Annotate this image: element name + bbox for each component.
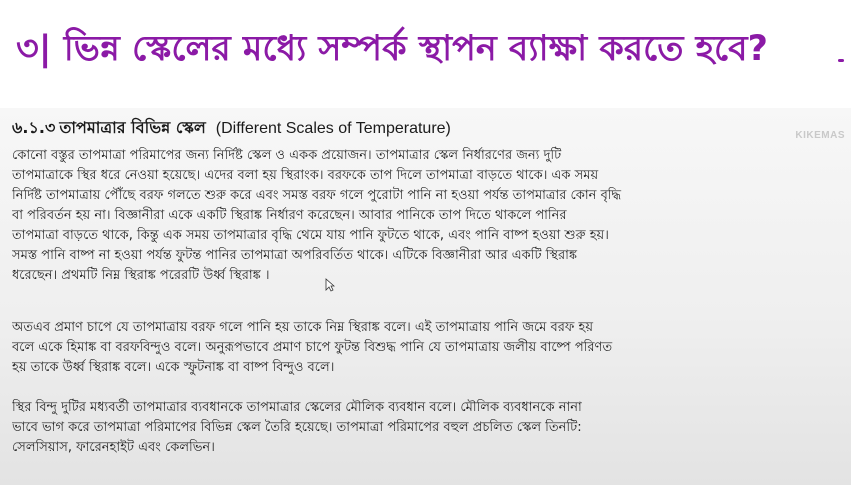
paragraph-line: সেলসিয়াস, ফারেনহাইট এবং কেলভিন। xyxy=(12,440,215,455)
paragraph-fixed-points xyxy=(12,146,836,308)
paragraph-line: নির্দিষ্ট তাপমাত্রায় পৌঁছে বরফ গলতে শুরু করে এবং সমস্ত বরফ গলে পুরোটা পানি না হওয়া পর্যন্ত তাপমাত্রার কোন বৃদ্ধি xyxy=(12,188,622,203)
paragraph-line: ধরেছেন। প্রথমটি নিম্ন স্থিরাঙ্ক পরেরটি উর্ধ্ব স্থিরাঙ্ক । xyxy=(12,268,270,283)
headline-edge-mark xyxy=(838,59,844,62)
paragraph-line: হয় তাকে উর্ধ্ব স্থিরাঙ্ক বলে। একে স্ফুটনাঙ্ক বা বাষ্প বিন্দুও বলে। xyxy=(12,360,335,375)
paragraph-line: বা পরিবর্তন হয় না। বিজ্ঞানীরা একে একটি স্থিরাঙ্ক নির্ধারণ করেছেন। আবার পানিকে তাপ দিতে থাকলে পানির xyxy=(12,208,567,223)
paragraph-line: ভাবে ভাগ করে তাপমাত্রা পরিমাপের বিভিন্ন স্কেল তৈরি হয়েছে। তাপমাত্রা পরিমাপের বহুল প্রচলিত স্কেল তিনটি: xyxy=(12,420,582,435)
textbook-page xyxy=(0,108,851,485)
watermark: KIKEMAS xyxy=(795,130,845,141)
paragraph-line: কোনো বস্তুর তাপমাত্রা পরিমাপের জন্য নির্দিষ্ট স্কেল ও একক প্রয়োজন। তাপমাত্রার স্কেল নির্ধারণের জন্য দুটি xyxy=(12,148,562,163)
paragraph-line: সমস্ত পানি বাষ্প না হওয়া পর্যন্ত ফুটন্ত পানির তাপমাত্রা অপরিবর্তিত থাকে। এটিকে বিজ্ঞানীরা আর একটি স্থিরাঙ্ক xyxy=(12,248,578,263)
paragraph-line: বলে একে হিমাঙ্ক বা বরফবিন্দুও বলে। অনুরূপভাবে প্রমাণ চাপে ফুটন্ত বিশুদ্ধ পানি যে তাপমাত্রায় জলীয় বাষ্পে পরিণত xyxy=(12,340,613,355)
section-title-bangla: তাপমাত্রার বিভিন্ন স্কেল xyxy=(59,118,206,137)
question-headline: ৩| ভিন্ন স্কেলের মধ্যে সম্পর্ক স্থাপন ব্যাক্ষা করতে হবে? xyxy=(16,29,768,69)
section-title-english: (Different Scales of Temperature) xyxy=(215,120,451,137)
mouse-pointer-icon xyxy=(325,278,335,292)
paragraph-line: তাপমাত্রাকে স্থির ধরে নেওয়া হয়েছে। এদের বলা হয় স্থিরাংক। বরফকে তাপ দিলে তাপমাত্রা বাড়তে থাকে। এক সময় xyxy=(12,168,599,183)
paragraph-line: স্থির বিন্দু দুটির মধ্যবর্তী তাপমাত্রার ব্যবধানকে তাপমাত্রার স্কেলের মৌলিক ব্যবধান বলে। মৌলিক ব্যবধানকে নানা xyxy=(12,400,582,415)
paragraph-fundamental-interval xyxy=(12,398,836,464)
paragraph-line: তাপমাত্রা বাড়তে থাকে, কিন্তু এক সময় তাপমাত্রার বৃদ্ধি থেমে যায় পানি ফুটতে থাকে, এবং পানি বাষ্প হওয়া শুরু হয়। xyxy=(12,228,609,243)
section-number: ৬.১.৩ xyxy=(12,118,56,137)
section-heading xyxy=(12,116,792,140)
paragraph-freezing-boiling xyxy=(12,318,836,386)
paragraph-line: অতএব প্রমাণ চাপে যে তাপমাত্রায় বরফ গলে পানি হয় তাকে নিম্ন স্থিরাঙ্ক বলে। এই তাপমাত্রায় পানি জমে বরফ হয় xyxy=(12,320,594,335)
